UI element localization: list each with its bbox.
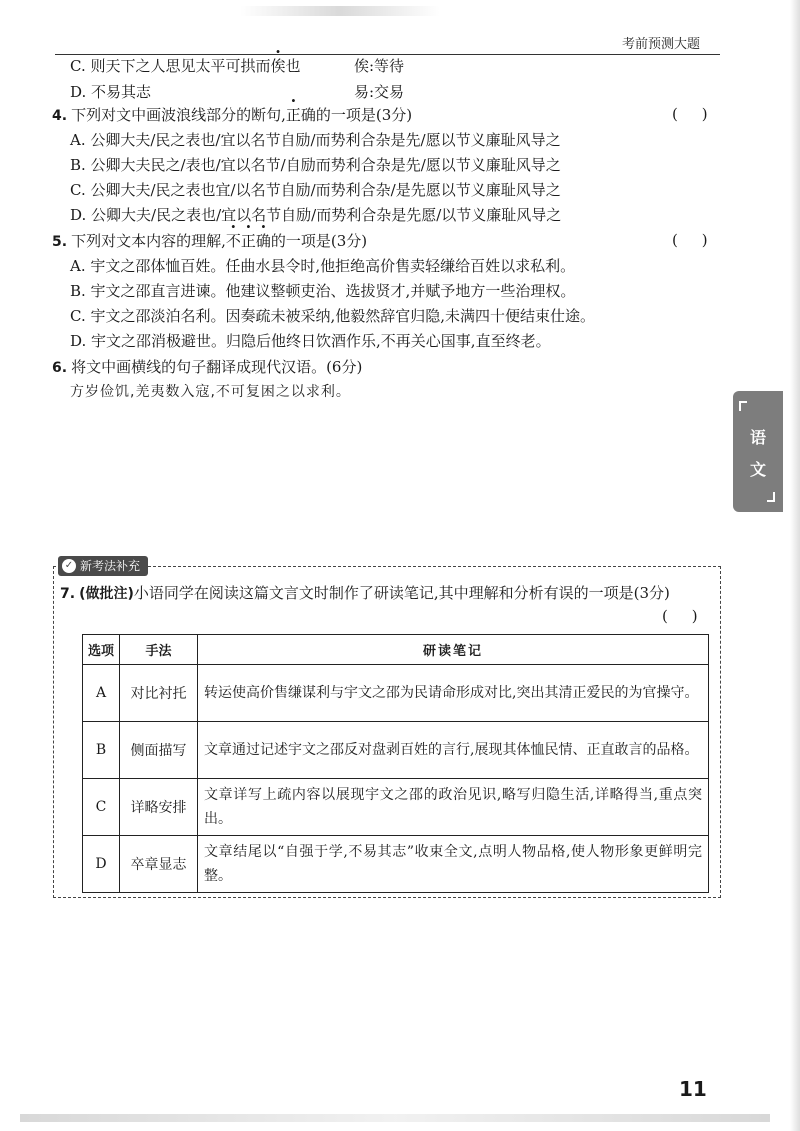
q7-stem bbox=[60, 583, 670, 604]
side-tab-char-1: 语 bbox=[749, 428, 766, 447]
check-shield-icon: ✓ bbox=[62, 559, 76, 573]
page-number: 11 bbox=[679, 1077, 707, 1101]
q7-answer-bracket[interactable]: ( ) bbox=[662, 607, 698, 625]
table-row[interactable] bbox=[83, 779, 709, 836]
q6-number: 6. bbox=[52, 360, 68, 376]
q4-stem-b: 文 bbox=[116, 106, 132, 124]
q4-stem-a: 下列对 bbox=[71, 106, 117, 124]
q4-stem-d: 确的一项是(3分) bbox=[300, 106, 413, 124]
q5-number: 5. bbox=[52, 234, 68, 250]
q5-option-d[interactable]: D. 宇文之邵消极避世。归隐后他终日饮酒作乐,不再关心国事,直至终老。 bbox=[70, 332, 551, 350]
q4-stem bbox=[52, 105, 412, 126]
q5-stem-a: 下列对文本内容的理解, bbox=[71, 232, 226, 250]
row-option: A bbox=[83, 665, 120, 722]
q7-label: (做批注) bbox=[79, 586, 134, 602]
q4-answer-bracket[interactable]: ( ) bbox=[672, 105, 708, 123]
header-rule bbox=[55, 54, 720, 55]
q7-stem-text: 小语同学在阅读这篇文言文时制作了研读笔记,其中理解和分析有误的一项是(3分) bbox=[133, 584, 670, 602]
supplement-tag-label: 新考法补充 bbox=[80, 559, 141, 573]
q4-option-d[interactable]: D. 公卿大夫/民之表也/宜以名节自励/而势利合杂是先愿/以节义廉耻风导之 bbox=[70, 206, 562, 224]
row-note: 转运使高价售缣谋利与宇文之邵为民请命形成对比,突出其清正爱民的为官操守。 bbox=[198, 665, 709, 722]
emphasis-dot-char: 确 bbox=[255, 232, 271, 250]
row-technique: 对比衬托 bbox=[120, 665, 198, 722]
q5-option-c[interactable]: C. 宇文之邵淡泊名利。因奏疏未被采纳,他毅然辞官归隐,未满四十便结束仕途。 bbox=[70, 307, 596, 325]
supplement-tag bbox=[58, 556, 148, 576]
q5-answer-bracket[interactable]: ( ) bbox=[672, 231, 708, 249]
scan-artifact-top bbox=[240, 6, 440, 16]
table-row[interactable] bbox=[83, 665, 709, 722]
row-technique: 卒章显志 bbox=[120, 836, 198, 893]
q4-number: 4. bbox=[52, 108, 68, 124]
emphasis-dot-char: 正 bbox=[240, 232, 256, 250]
q4-option-a[interactable]: A. 公卿大夫/民之表也/宜以名节自励/而势利合杂是先/愿以节义廉耻风导之 bbox=[70, 131, 561, 149]
q5-option-a[interactable]: A. 宇文之邵体恤百姓。任曲水县令时,他拒绝高价售卖轻缣给百姓以求私利。 bbox=[70, 257, 576, 275]
q3-option-c bbox=[70, 56, 301, 76]
row-option: B bbox=[83, 722, 120, 779]
q5-option-b[interactable]: B. 宇文之邵直言进谏。他建议整顿吏治、选拔贤才,并赋予地方一些治理权。 bbox=[70, 282, 576, 300]
corner-bracket-icon bbox=[739, 401, 747, 411]
q7-number: 7. bbox=[60, 586, 76, 602]
row-option: D bbox=[83, 836, 120, 893]
q6-stem-text: 将文中画横线的句子翻译成现代汉语。(6分) bbox=[71, 358, 363, 376]
row-note: 文章结尾以“自强于学,不易其志”收束全文,点明人物品格,使人物形象更鲜明完整。 bbox=[198, 836, 709, 893]
q3-option-d-gloss: 易:交易 bbox=[354, 83, 405, 101]
q4-option-c[interactable]: C. 公卿大夫/民之表也宜/以名节自励/而势利合杂/是先愿以节义廉耻风导之 bbox=[70, 181, 561, 199]
header-title: 考前预测大题 bbox=[621, 37, 700, 52]
q3-option-d: D. 不易其志 bbox=[70, 83, 152, 101]
q5-stem bbox=[52, 231, 367, 252]
q6-stem bbox=[52, 357, 362, 378]
q3-option-c-text-end: 也 bbox=[285, 57, 301, 75]
q3-option-c-gloss: 俟:等待 bbox=[354, 57, 405, 75]
q4-stem-c: 中画波浪线部分的断句, bbox=[131, 106, 286, 124]
corner-bracket-icon bbox=[767, 492, 775, 502]
q4-option-b[interactable]: B. 公卿大夫民之/表也/宜以名节/自励而势利合杂是先/愿以节义廉耻风导之 bbox=[70, 156, 561, 174]
q6-handwritten-sentence: 方岁俭饥,羌夷数入寇,不可复困之以求利。 bbox=[70, 384, 351, 400]
table-row[interactable] bbox=[83, 722, 709, 779]
row-note: 文章通过记述宇文之邵反对盘剥百姓的言行,展现其体恤民情、正直敢言的品格。 bbox=[198, 722, 709, 779]
scan-artifact-right bbox=[790, 0, 800, 1131]
header-option: 选项 bbox=[83, 635, 120, 665]
header-note: 研读笔记 bbox=[198, 635, 709, 665]
emphasis-dot-char: 不 bbox=[225, 232, 241, 250]
side-tab-char-2: 文 bbox=[749, 460, 766, 479]
row-note: 文章详写上疏内容以展现宇文之邵的政治见识,略写归隐生活,详略得当,重点突出。 bbox=[198, 779, 709, 836]
row-technique: 侧面描写 bbox=[120, 722, 198, 779]
q3-option-c-text: C. 则天下之人思见太平可拱而 bbox=[70, 57, 271, 75]
table-header-row bbox=[83, 635, 709, 665]
row-technique: 详略安排 bbox=[120, 779, 198, 836]
row-option: C bbox=[83, 779, 120, 836]
table-row[interactable] bbox=[83, 836, 709, 893]
emphasis-dot-char: 正 bbox=[285, 106, 301, 124]
q5-stem-b: 的一项是(3分) bbox=[270, 232, 368, 250]
scan-artifact-bottom bbox=[20, 1114, 770, 1122]
subject-side-tab bbox=[733, 391, 783, 512]
study-notes-table bbox=[82, 634, 709, 893]
header-technique: 手法 bbox=[120, 635, 198, 665]
emphasis-dot-char: 俟 bbox=[270, 57, 286, 75]
